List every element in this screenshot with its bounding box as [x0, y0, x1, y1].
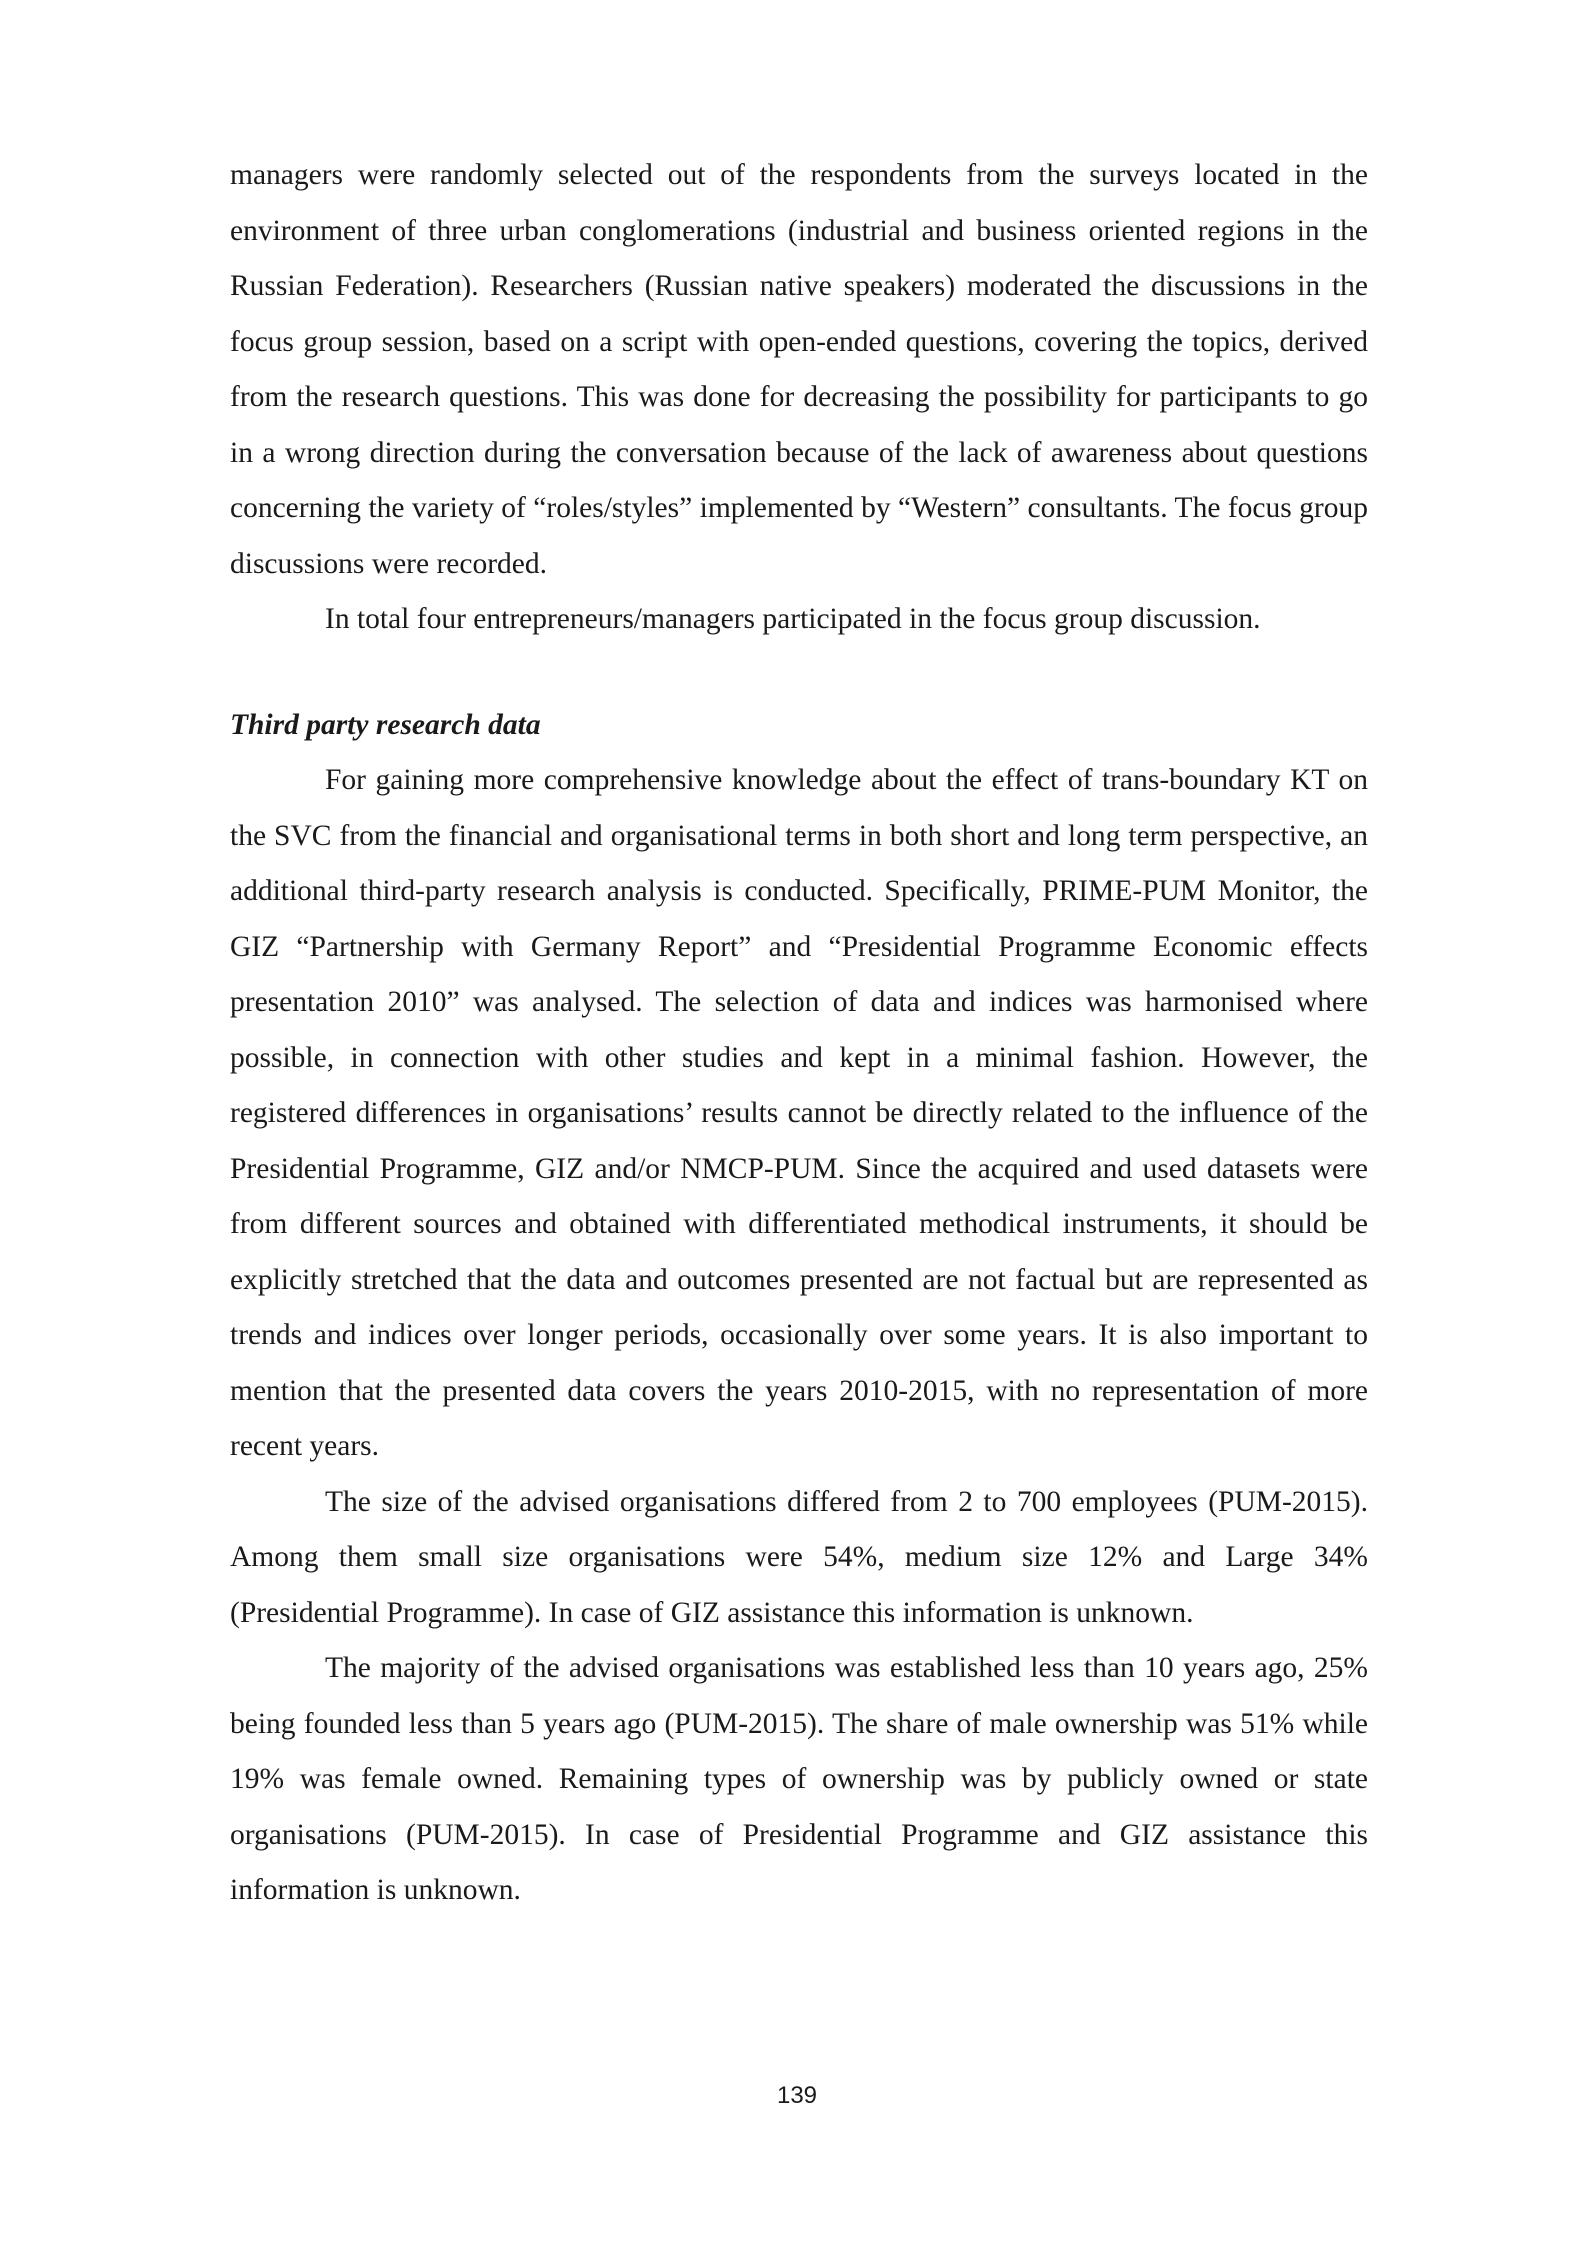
paragraph-continuation: managers were randomly selected out of the respondents from the surveys located in the environment of three urban conglomerations (industrial and business oriented regions in the Russian Federation). Researchers (Russian native speakers) moderated the discussions in the focus group session, based on a script with open-ended questions, covering the topics, derived from the research questions. This was done for decreasing the possibility for participants to go in a wrong direction during the conversation because of the lack of awareness about questions concerning the variety of “roles/styles” implemented by “Western” consultants. The focus group discussions were recorded. [230, 159, 1368, 580]
page-body [230, 148, 1368, 1919]
section-heading: Third party research data [230, 708, 541, 741]
paragraph-third-party: For gaining more comprehensive knowledge about the effect of trans-boundary KT on the SVC from the financial and organisational terms in both short and long term perspective, an additional third-party research analysis is conducted. Specifically, PRIME-PUM Monitor, the GIZ “Partnership with Germany Report” and “Presidential Programme Economic effects presentation 2010” was analysed. The selection of data and indices was harmonised where possible, in connection with other studies and kept in a minimal fashion. However, the registered differences in organisations’ results cannot be directly related to the influence of the Presidential Programme, GIZ and/or NMCP-PUM. Since the acquired and used datasets were from different sources and obtained with differentiated methodical instruments, it should be explicitly stretched that the data and outcomes presented are not factual but are represented as trends and indices over longer periods, occasionally over some years. It is also important to mention that the presented data covers the years 2010-2015, with no representation of more recent years. [230, 764, 1368, 1462]
section-spacer [230, 648, 1368, 698]
paragraph-participants: In total four entrepreneurs/managers participated in the focus group discussion. [325, 603, 1261, 635]
page-number: 139 [776, 2082, 818, 2109]
paragraph-organisation-age: The majority of the advised organisations was established less than 10 years ago, 25% being founded less than 5 years ago (PUM-2015). The share of male ownership was 51% while 19% was female owned. Remaining types of ownership was by publicly owned or state organisations (PUM-2015). In case of Presidential Programme and GIZ assistance this information is unknown. [230, 1652, 1368, 1906]
paragraph-organisation-size: The size of the advised organisations differed from 2 to 700 employees (PUM-2015). Among them small size organisations were 54%, medium size 12% and Large 34% (Presidential Programme). In case of GIZ assistance this information is unknown. [230, 1485, 1368, 1629]
